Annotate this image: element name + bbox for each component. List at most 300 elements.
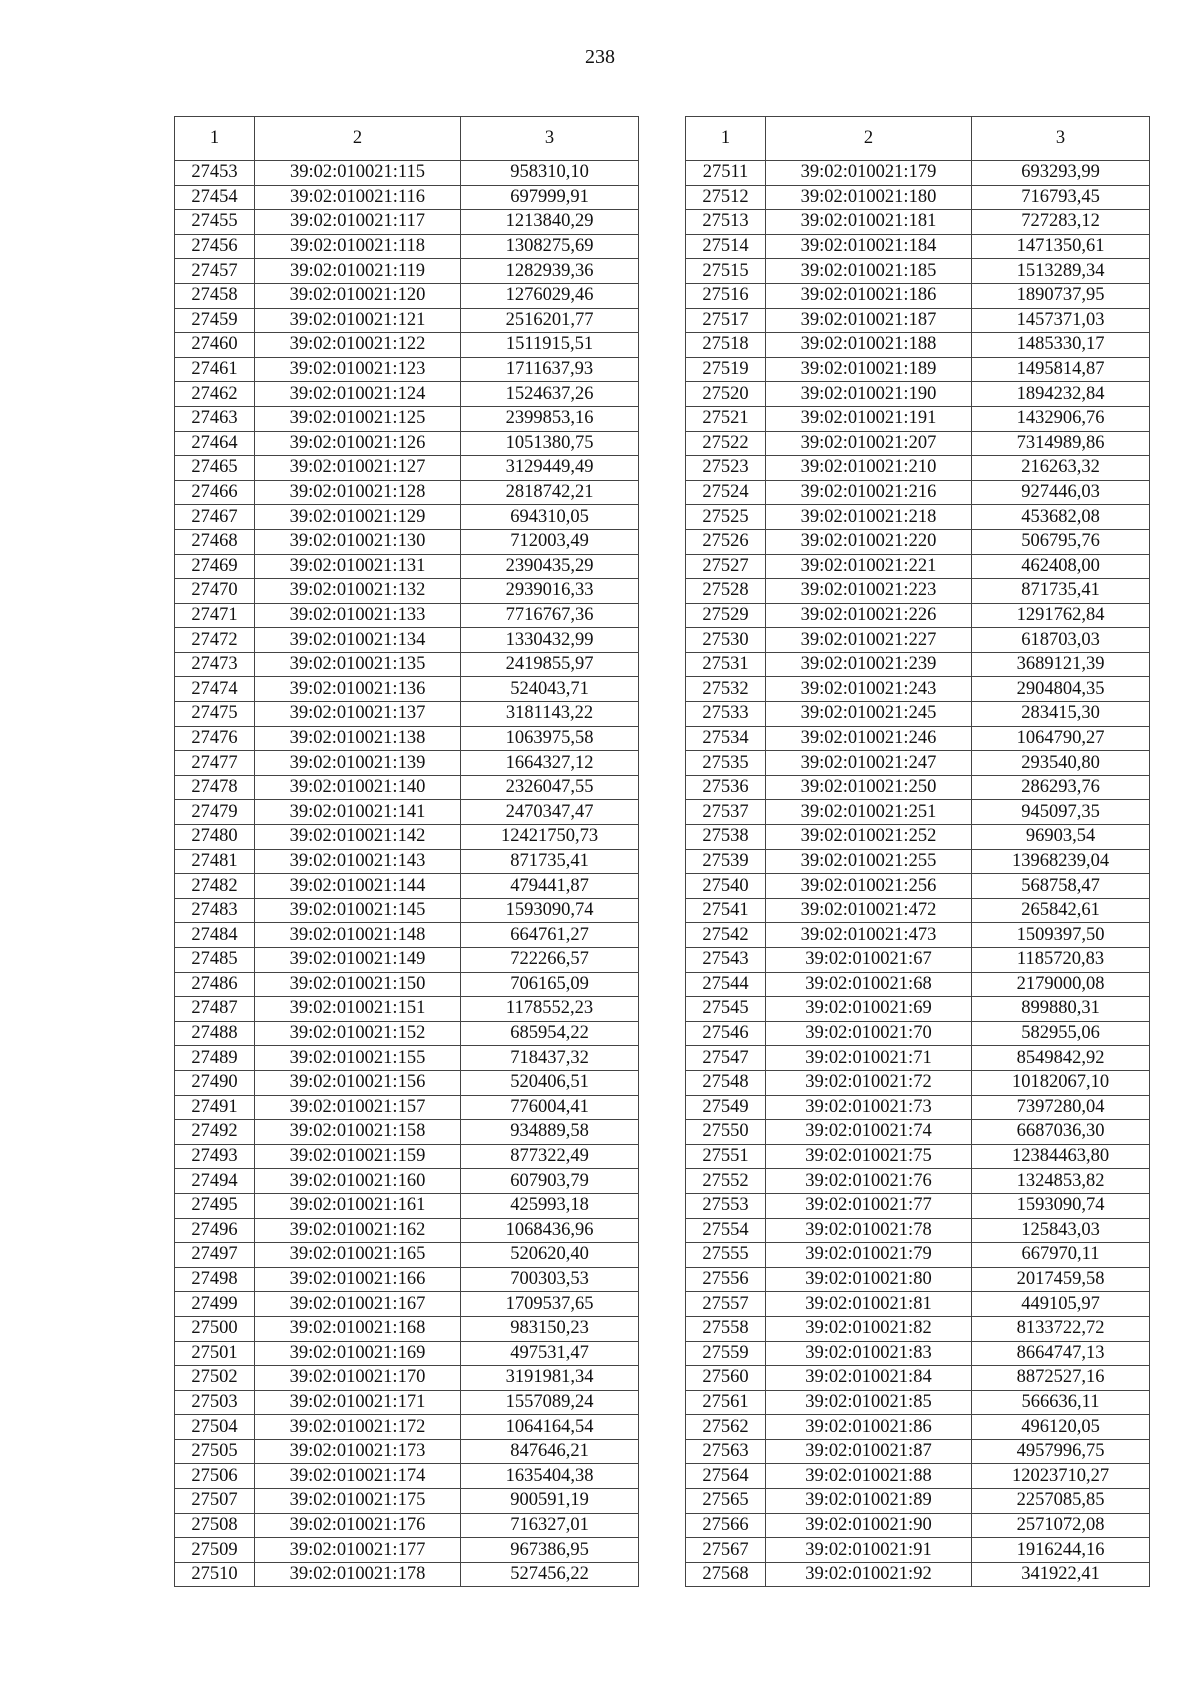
row-number: 27506 [175, 1464, 255, 1489]
header-col-1: 1 [175, 117, 255, 161]
cadastral-number: 39:02:010021:79 [766, 1243, 972, 1268]
header-col-2: 2 [255, 117, 461, 161]
table-row [686, 1095, 1150, 1120]
cadastral-number: 39:02:010021:120 [255, 283, 461, 308]
value: 527456,22 [461, 1562, 639, 1587]
row-number: 27543 [686, 948, 766, 973]
table-row [686, 529, 1150, 554]
table-row [686, 1464, 1150, 1489]
value: 7397280,04 [972, 1095, 1150, 1120]
cadastral-number: 39:02:010021:135 [255, 652, 461, 677]
table-row [175, 259, 639, 284]
cadastral-number: 39:02:010021:86 [766, 1415, 972, 1440]
cadastral-number: 39:02:010021:252 [766, 825, 972, 850]
table-row [686, 333, 1150, 358]
value: 1495814,87 [972, 357, 1150, 382]
row-number: 27514 [686, 234, 766, 259]
table-row [175, 529, 639, 554]
cadastral-number: 39:02:010021:181 [766, 210, 972, 235]
cadastral-number: 39:02:010021:137 [255, 702, 461, 727]
row-number: 27507 [175, 1489, 255, 1514]
table-row [686, 1193, 1150, 1218]
cadastral-number: 39:02:010021:207 [766, 431, 972, 456]
cadastral-number: 39:02:010021:160 [255, 1169, 461, 1194]
row-number: 27554 [686, 1218, 766, 1243]
cadastral-number: 39:02:010021:226 [766, 603, 972, 628]
value: 3191981,34 [461, 1366, 639, 1391]
cadastral-number: 39:02:010021:140 [255, 775, 461, 800]
cadastral-number: 39:02:010021:184 [766, 234, 972, 259]
table-row [686, 1144, 1150, 1169]
table-row [175, 1021, 639, 1046]
cadastral-number: 39:02:010021:70 [766, 1021, 972, 1046]
row-number: 27476 [175, 726, 255, 751]
value: 216263,32 [972, 456, 1150, 481]
value: 2419855,97 [461, 652, 639, 677]
table-row [686, 972, 1150, 997]
table-row [175, 185, 639, 210]
value: 520620,40 [461, 1243, 639, 1268]
table-row [686, 1046, 1150, 1071]
cadastral-number: 39:02:010021:123 [255, 357, 461, 382]
row-number: 27553 [686, 1193, 766, 1218]
cadastral-number: 39:02:010021:139 [255, 751, 461, 776]
table-row [175, 505, 639, 530]
row-number: 27493 [175, 1144, 255, 1169]
cadastral-number: 39:02:010021:134 [255, 628, 461, 653]
value: 1635404,38 [461, 1464, 639, 1489]
table-row [175, 677, 639, 702]
row-number: 27467 [175, 505, 255, 530]
cadastral-number: 39:02:010021:188 [766, 333, 972, 358]
cadastral-number: 39:02:010021:85 [766, 1390, 972, 1415]
row-number: 27508 [175, 1513, 255, 1538]
cadastral-number: 39:02:010021:68 [766, 972, 972, 997]
row-number: 27524 [686, 480, 766, 505]
table-row [175, 1562, 639, 1587]
cadastral-number: 39:02:010021:243 [766, 677, 972, 702]
cadastral-number: 39:02:010021:166 [255, 1267, 461, 1292]
value: 8133722,72 [972, 1316, 1150, 1341]
cadastral-number: 39:02:010021:150 [255, 972, 461, 997]
value: 1185720,83 [972, 948, 1150, 973]
row-number: 27495 [175, 1193, 255, 1218]
row-number: 27520 [686, 382, 766, 407]
row-number: 27478 [175, 775, 255, 800]
cadastral-number: 39:02:010021:116 [255, 185, 461, 210]
value: 871735,41 [461, 849, 639, 874]
table-row [175, 972, 639, 997]
cadastral-number: 39:02:010021:75 [766, 1144, 972, 1169]
row-number: 27504 [175, 1415, 255, 1440]
row-number: 27487 [175, 997, 255, 1022]
row-number: 27557 [686, 1292, 766, 1317]
row-number: 27459 [175, 308, 255, 333]
value: 667970,11 [972, 1243, 1150, 1268]
header-col-3: 3 [972, 117, 1150, 161]
value: 566636,11 [972, 1390, 1150, 1415]
cadastral-number: 39:02:010021:92 [766, 1562, 972, 1587]
table-row [175, 1513, 639, 1538]
table-row [175, 1046, 639, 1071]
cadastral-number: 39:02:010021:89 [766, 1489, 972, 1514]
value: 6687036,30 [972, 1120, 1150, 1145]
row-number: 27496 [175, 1218, 255, 1243]
value: 2571072,08 [972, 1513, 1150, 1538]
value: 96903,54 [972, 825, 1150, 850]
table-row [175, 726, 639, 751]
value: 524043,71 [461, 677, 639, 702]
cadastral-number: 39:02:010021:255 [766, 849, 972, 874]
right-register-table [685, 116, 1150, 1587]
row-number: 27460 [175, 333, 255, 358]
table-row [686, 677, 1150, 702]
cadastral-number: 39:02:010021:119 [255, 259, 461, 284]
table-row [686, 800, 1150, 825]
cadastral-number: 39:02:010021:133 [255, 603, 461, 628]
cadastral-number: 39:02:010021:191 [766, 406, 972, 431]
row-number: 27544 [686, 972, 766, 997]
cadastral-number: 39:02:010021:132 [255, 579, 461, 604]
cadastral-number: 39:02:010021:152 [255, 1021, 461, 1046]
table-row [175, 161, 639, 186]
cadastral-number: 39:02:010021:223 [766, 579, 972, 604]
row-number: 27526 [686, 529, 766, 554]
table-row [175, 210, 639, 235]
row-number: 27501 [175, 1341, 255, 1366]
table-row [686, 185, 1150, 210]
value: 1513289,34 [972, 259, 1150, 284]
table-row [686, 554, 1150, 579]
cadastral-number: 39:02:010021:168 [255, 1316, 461, 1341]
value: 479441,87 [461, 874, 639, 899]
cadastral-number: 39:02:010021:158 [255, 1120, 461, 1145]
table-row [175, 431, 639, 456]
row-number: 27537 [686, 800, 766, 825]
row-number: 27494 [175, 1169, 255, 1194]
cadastral-number: 39:02:010021:157 [255, 1095, 461, 1120]
table-row [686, 1292, 1150, 1317]
table-row [175, 1095, 639, 1120]
header-row [175, 117, 639, 161]
value: 12023710,27 [972, 1464, 1150, 1489]
value: 3129449,49 [461, 456, 639, 481]
table-row [175, 948, 639, 973]
cadastral-number: 39:02:010021:125 [255, 406, 461, 431]
table-row [175, 1439, 639, 1464]
table-row [686, 1415, 1150, 1440]
value: 983150,23 [461, 1316, 639, 1341]
value: 2939016,33 [461, 579, 639, 604]
table-row [175, 1390, 639, 1415]
row-number: 27559 [686, 1341, 766, 1366]
cadastral-number: 39:02:010021:180 [766, 185, 972, 210]
value: 967386,95 [461, 1538, 639, 1563]
cadastral-number: 39:02:010021:138 [255, 726, 461, 751]
row-number: 27453 [175, 161, 255, 186]
table-row [686, 1316, 1150, 1341]
row-number: 27497 [175, 1243, 255, 1268]
cadastral-number: 39:02:010021:247 [766, 751, 972, 776]
table-row [686, 874, 1150, 899]
row-number: 27465 [175, 456, 255, 481]
cadastral-number: 39:02:010021:169 [255, 1341, 461, 1366]
row-number: 27512 [686, 185, 766, 210]
row-number: 27562 [686, 1415, 766, 1440]
table-row [686, 1021, 1150, 1046]
table-row [686, 997, 1150, 1022]
table-row [686, 505, 1150, 530]
cadastral-number: 39:02:010021:130 [255, 529, 461, 554]
table-row [175, 1464, 639, 1489]
value: 871735,41 [972, 579, 1150, 604]
value: 1709537,65 [461, 1292, 639, 1317]
cadastral-number: 39:02:010021:251 [766, 800, 972, 825]
table-row [686, 652, 1150, 677]
value: 2470347,47 [461, 800, 639, 825]
table-row [686, 579, 1150, 604]
table-row [686, 1267, 1150, 1292]
row-number: 27564 [686, 1464, 766, 1489]
row-number: 27471 [175, 603, 255, 628]
row-number: 27509 [175, 1538, 255, 1563]
value: 1711637,93 [461, 357, 639, 382]
value: 2390435,29 [461, 554, 639, 579]
value: 847646,21 [461, 1439, 639, 1464]
value: 2516201,77 [461, 308, 639, 333]
row-number: 27528 [686, 579, 766, 604]
table-row [686, 431, 1150, 456]
table-row [686, 775, 1150, 800]
cadastral-number: 39:02:010021:87 [766, 1439, 972, 1464]
row-number: 27540 [686, 874, 766, 899]
cadastral-number: 39:02:010021:127 [255, 456, 461, 481]
value: 341922,41 [972, 1562, 1150, 1587]
value: 877322,49 [461, 1144, 639, 1169]
value: 2818742,21 [461, 480, 639, 505]
table-row [686, 161, 1150, 186]
table-row [175, 923, 639, 948]
cadastral-number: 39:02:010021:245 [766, 702, 972, 727]
row-number: 27462 [175, 382, 255, 407]
table-row [686, 1562, 1150, 1587]
value: 1051380,75 [461, 431, 639, 456]
table-row [686, 357, 1150, 382]
table-row [686, 480, 1150, 505]
table-row [175, 997, 639, 1022]
table-row [175, 652, 639, 677]
row-number: 27511 [686, 161, 766, 186]
table-row [686, 751, 1150, 776]
cadastral-number: 39:02:010021:82 [766, 1316, 972, 1341]
row-number: 27489 [175, 1046, 255, 1071]
value: 1511915,51 [461, 333, 639, 358]
table-row [175, 849, 639, 874]
table-row [686, 1169, 1150, 1194]
row-number: 27529 [686, 603, 766, 628]
row-number: 27538 [686, 825, 766, 850]
value: 607903,79 [461, 1169, 639, 1194]
table-row [175, 1120, 639, 1145]
table-row [686, 1120, 1150, 1145]
cadastral-number: 39:02:010021:473 [766, 923, 972, 948]
value: 900591,19 [461, 1489, 639, 1514]
table-row [175, 333, 639, 358]
cadastral-number: 39:02:010021:115 [255, 161, 461, 186]
cadastral-number: 39:02:010021:83 [766, 1341, 972, 1366]
row-number: 27500 [175, 1316, 255, 1341]
table-row [175, 874, 639, 899]
row-number: 27479 [175, 800, 255, 825]
cadastral-number: 39:02:010021:190 [766, 382, 972, 407]
table-row [686, 382, 1150, 407]
cadastral-number: 39:02:010021:216 [766, 480, 972, 505]
cadastral-number: 39:02:010021:250 [766, 775, 972, 800]
cadastral-number: 39:02:010021:91 [766, 1538, 972, 1563]
row-number: 27555 [686, 1243, 766, 1268]
header-col-2: 2 [766, 117, 972, 161]
value: 1593090,74 [461, 898, 639, 923]
cadastral-number: 39:02:010021:136 [255, 677, 461, 702]
cadastral-number: 39:02:010021:151 [255, 997, 461, 1022]
table-row [686, 898, 1150, 923]
row-number: 27550 [686, 1120, 766, 1145]
cadastral-number: 39:02:010021:142 [255, 825, 461, 850]
row-number: 27473 [175, 652, 255, 677]
row-number: 27515 [686, 259, 766, 284]
value: 1471350,61 [972, 234, 1150, 259]
value: 1890737,95 [972, 283, 1150, 308]
cadastral-number: 39:02:010021:71 [766, 1046, 972, 1071]
cadastral-number: 39:02:010021:189 [766, 357, 972, 382]
row-number: 27486 [175, 972, 255, 997]
table-row [175, 1292, 639, 1317]
cadastral-number: 39:02:010021:179 [766, 161, 972, 186]
row-number: 27542 [686, 923, 766, 948]
row-number: 27474 [175, 677, 255, 702]
value: 506795,76 [972, 529, 1150, 554]
row-number: 27466 [175, 480, 255, 505]
value: 2399853,16 [461, 406, 639, 431]
row-number: 27469 [175, 554, 255, 579]
left-table-body [175, 161, 639, 1587]
cadastral-number: 39:02:010021:186 [766, 283, 972, 308]
table-row [175, 825, 639, 850]
row-number: 27463 [175, 406, 255, 431]
cadastral-number: 39:02:010021:220 [766, 529, 972, 554]
table-row [686, 1513, 1150, 1538]
value: 712003,49 [461, 529, 639, 554]
cadastral-number: 39:02:010021:122 [255, 333, 461, 358]
row-number: 27558 [686, 1316, 766, 1341]
row-number: 27502 [175, 1366, 255, 1391]
table-row [175, 554, 639, 579]
cadastral-number: 39:02:010021:143 [255, 849, 461, 874]
row-number: 27552 [686, 1169, 766, 1194]
value: 462408,00 [972, 554, 1150, 579]
row-number: 27457 [175, 259, 255, 284]
cadastral-number: 39:02:010021:128 [255, 480, 461, 505]
table-row [175, 579, 639, 604]
table-row [175, 702, 639, 727]
value: 8549842,92 [972, 1046, 1150, 1071]
row-number: 27454 [175, 185, 255, 210]
table-row [175, 357, 639, 382]
table-row [175, 628, 639, 653]
row-number: 27518 [686, 333, 766, 358]
table-row [175, 1366, 639, 1391]
row-number: 27565 [686, 1489, 766, 1514]
value: 1916244,16 [972, 1538, 1150, 1563]
row-number: 27527 [686, 554, 766, 579]
value: 716793,45 [972, 185, 1150, 210]
row-number: 27491 [175, 1095, 255, 1120]
value: 293540,80 [972, 751, 1150, 776]
cadastral-number: 39:02:010021:221 [766, 554, 972, 579]
value: 1178552,23 [461, 997, 639, 1022]
value: 568758,47 [972, 874, 1150, 899]
row-number: 27567 [686, 1538, 766, 1563]
row-number: 27485 [175, 948, 255, 973]
value: 1282939,36 [461, 259, 639, 284]
value: 453682,08 [972, 505, 1150, 530]
cadastral-number: 39:02:010021:172 [255, 1415, 461, 1440]
row-number: 27503 [175, 1390, 255, 1415]
row-number: 27498 [175, 1267, 255, 1292]
value: 718437,32 [461, 1046, 639, 1071]
table-row [175, 406, 639, 431]
row-number: 27481 [175, 849, 255, 874]
value: 697999,91 [461, 185, 639, 210]
value: 125843,03 [972, 1218, 1150, 1243]
row-number: 27468 [175, 529, 255, 554]
row-number: 27539 [686, 849, 766, 874]
value: 1509397,50 [972, 923, 1150, 948]
table-row [686, 1538, 1150, 1563]
value: 694310,05 [461, 505, 639, 530]
row-number: 27490 [175, 1070, 255, 1095]
table-row [686, 259, 1150, 284]
value: 3181143,22 [461, 702, 639, 727]
cadastral-number: 39:02:010021:88 [766, 1464, 972, 1489]
row-number: 27510 [175, 1562, 255, 1587]
cadastral-number: 39:02:010021:69 [766, 997, 972, 1022]
row-number: 27464 [175, 431, 255, 456]
value: 722266,57 [461, 948, 639, 973]
row-number: 27455 [175, 210, 255, 235]
cadastral-number: 39:02:010021:170 [255, 1366, 461, 1391]
value: 727283,12 [972, 210, 1150, 235]
table-row [686, 726, 1150, 751]
table-row [175, 283, 639, 308]
cadastral-number: 39:02:010021:144 [255, 874, 461, 899]
cadastral-number: 39:02:010021:171 [255, 1390, 461, 1415]
cadastral-number: 39:02:010021:84 [766, 1366, 972, 1391]
cadastral-number: 39:02:010021:129 [255, 505, 461, 530]
cadastral-number: 39:02:010021:78 [766, 1218, 972, 1243]
value: 706165,09 [461, 972, 639, 997]
row-number: 27499 [175, 1292, 255, 1317]
table-row [175, 1070, 639, 1095]
value: 1213840,29 [461, 210, 639, 235]
table-row [686, 1489, 1150, 1514]
cadastral-number: 39:02:010021:72 [766, 1070, 972, 1095]
table-row [686, 210, 1150, 235]
value: 927446,03 [972, 480, 1150, 505]
table-row [686, 702, 1150, 727]
value: 10182067,10 [972, 1070, 1150, 1095]
cadastral-number: 39:02:010021:178 [255, 1562, 461, 1587]
